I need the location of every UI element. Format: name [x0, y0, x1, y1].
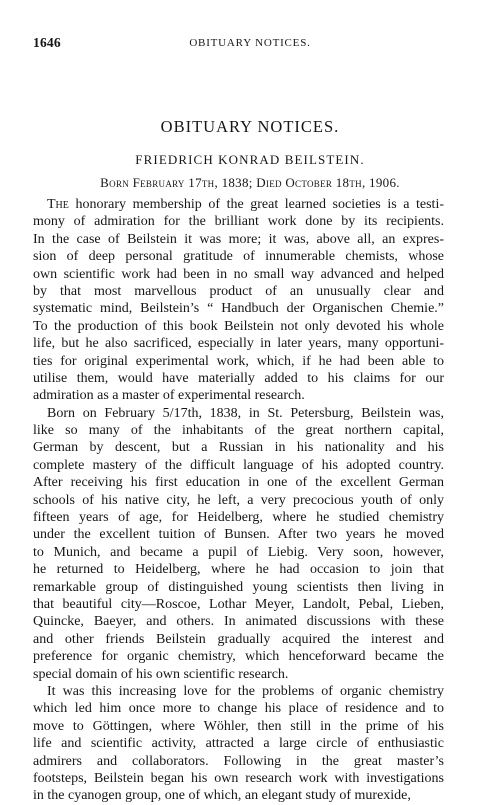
line-text: under the excellent tuition of Bunsen. After two years he moved: [33, 527, 444, 543]
line-text: It was this increasing love for the problems of organic chemistry: [47, 683, 444, 699]
text-line: [33, 300, 444, 317]
line-text: to Munich, and became a pupil of Liebig. Very soon, however,: [33, 544, 444, 560]
line-text: fifteen years of age, for Heidelberg, where he studied chemistry: [33, 510, 444, 526]
line-text: To the production of this book Beilstein not only devoted his whole: [33, 318, 444, 334]
text-line: [33, 492, 444, 509]
line-text: preference for organic chemistry, which henceforward became the: [33, 649, 444, 665]
page-number: 1646: [33, 35, 61, 50]
text-line: [33, 370, 444, 387]
text-line: [33, 787, 444, 804]
text-line: [33, 335, 444, 352]
line-text: he returned to Heidelberg, where he had occasion to join that: [33, 562, 444, 578]
line-text: like so many of the inhabitants of the great northern capital,: [33, 423, 444, 439]
line-text: systematic mind, Beilstein’s “ Handbuch der Organischen Chemie.”: [33, 301, 444, 317]
lead-word: The: [47, 197, 69, 212]
text-line: [33, 648, 444, 665]
line-text: mony of admiration for the brilliant work done by its recipients.: [33, 214, 444, 230]
line-text: German by descent, but a Russian in his nationality and his: [33, 440, 444, 456]
text-line: [33, 544, 444, 561]
line-text: schools of his native city, he left, a very precocious youth of only: [33, 492, 444, 508]
line-text: admiration as a master of experimental research.: [33, 388, 305, 404]
line-text: footsteps, Beilstein began his own research work with investigations: [33, 770, 444, 786]
line-text: Born on February 5/17th, 1838, in St. Petersburg, Beilstein was,: [47, 405, 444, 421]
article-body: [33, 196, 444, 805]
text-line: [33, 596, 444, 613]
line-text: own scientific work had been in no small way advanced and helped: [33, 266, 444, 282]
line-text: in the cyanogen group, one of which, an elegant study of murexide,: [33, 788, 411, 804]
text-line: [33, 196, 444, 213]
life-dates: Born February 17th, 1838; Died October 18th, 1906.: [100, 175, 400, 190]
text-line: [33, 405, 444, 422]
text-line: [33, 631, 444, 648]
line-text: ties for original experimental work, which, if he had been able to: [33, 353, 444, 369]
line-text: honorary membership of the great learned societies is a testi-: [68, 197, 444, 212]
text-line: [33, 579, 444, 596]
line-text: by that most marvellous product of an unusually clear and: [33, 283, 444, 299]
text-line: [33, 422, 444, 439]
running-head: OBITUARY NOTICES.: [189, 37, 311, 49]
text-line: [33, 683, 444, 700]
text-line: [33, 318, 444, 335]
text-line: [33, 509, 444, 526]
line-text: admirers and collaborators. Following in the great master’s: [33, 753, 444, 769]
text-line: [33, 526, 444, 543]
line-text: remarkable group of distinguished young scientists then living in: [33, 579, 444, 595]
text-line: [33, 474, 444, 491]
line-text: sion of deep personal gratitude of innumerable chemists, whose: [33, 249, 444, 265]
line-text: life, but he also sacrificed, especially in later years, many opportuni-: [33, 336, 444, 352]
text-line: [33, 561, 444, 578]
text-line: [33, 700, 444, 717]
line-text: In the case of Beilstein it was more; it was, above all, an expres-: [33, 231, 444, 247]
line-text: complete mastery of the difficult language of his adopted country.: [33, 457, 444, 473]
text-line: [33, 283, 444, 300]
text-line: [33, 457, 444, 474]
text-line: [33, 231, 444, 248]
line-text: which led him once more to change his place of residence and to: [33, 701, 444, 717]
line-text: After receiving his first education in one of the excellent German: [33, 475, 444, 491]
section-title: OBITUARY NOTICES.: [160, 117, 340, 136]
text-line: [33, 213, 444, 230]
obituary-subject-name: FRIEDRICH KONRAD BEILSTEIN.: [135, 152, 365, 167]
line-text: and other friends Beilstein gradually acquired the interest and: [33, 631, 444, 647]
text-line: [33, 439, 444, 456]
text-line: [33, 666, 444, 683]
line-text: that beautiful city—Roscoe, Lothar Meyer, Landolt, Pebal, Lieben,: [33, 596, 444, 612]
text-line: [33, 387, 444, 404]
line-text: move to Göttingen, where Wöhler, then still in the prime of his: [33, 718, 444, 734]
text-line: [33, 735, 444, 752]
line-text: utilise them, would have materially added to his claims for our: [33, 370, 444, 386]
text-line: [33, 266, 444, 283]
text-line: [33, 770, 444, 787]
line-text: special domain of his own scientific research.: [33, 666, 289, 682]
line-text: Quincke, Baeyer, and others. In animated discussions with these: [33, 614, 444, 630]
text-line: [33, 353, 444, 370]
text-line: [33, 613, 444, 630]
text-line: [33, 718, 444, 735]
text-line: [33, 753, 444, 770]
line-text: life and scientific activity, attracted a large circle of enthusiastic: [33, 736, 444, 752]
text-line: [33, 248, 444, 265]
